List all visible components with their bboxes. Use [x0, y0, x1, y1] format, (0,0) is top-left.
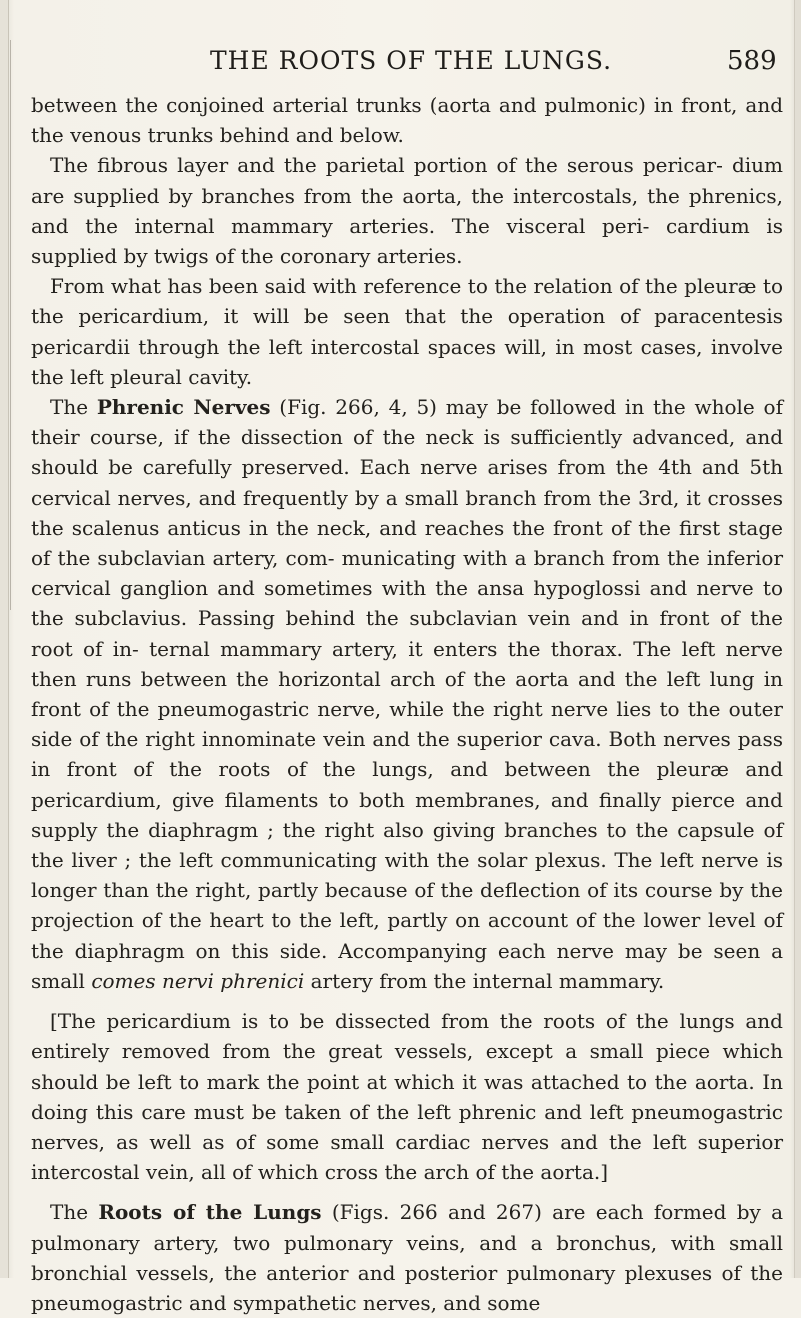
page-binding-edge	[0, 0, 9, 1278]
running-title: THE ROOTS OF THE LUNGS.	[210, 46, 613, 75]
paragraph-dissection-instruction: [The pericardium is to be dissected from the roots of the lungs and entirely removed from the great vessels, except a small piece which should be left to mark the point at which it was attached to the aorta. In doing this care must be taken of the left phrenic and left pneumogastric nerves, as well as of some small cardiac nerves and the left superior intercostal vein, all of which cross the arch of the aorta.]	[31, 1009, 783, 1185]
phrenic-lead: The	[50, 395, 97, 420]
paragraph-phrenic-nerves	[31, 392, 783, 996]
page-number: 589	[727, 46, 777, 76]
phrenic-nerves-heading: Phrenic Nerves	[96, 395, 271, 420]
paragraph-continuation: between the conjoined arterial trunks (aorta and pulmonic) in front, and the venous trunks behind and below.	[31, 93, 783, 148]
body-text	[31, 90, 783, 1318]
comes-nervi-phrenici-term: comes nervi phrenici	[91, 968, 305, 993]
paragraph-pericardium-blood-supply: The fibrous layer and the parietal portion of the serous pericar- dium are supplied by branches from the aorta, the intercostals, the phrenics, and the internal mammary arteries. The visceral peri- cardium is supplied by twigs of the coronary arteries.	[31, 153, 783, 269]
roots-lead: The	[50, 1200, 99, 1225]
phrenic-text: (Fig. 266, 4, 5) may be followed in the whole of their course, if the dissection of the neck is sufficiently advanced, and should be carefully preserved. Each nerve arises from the 4th and 5th cervical nerves, and frequently by a small branch from the 3rd, it crosses the scalenus anticus in the neck, and reaches the front of the first stage of the subclavian artery, com- municating with a branch from the inferior cervical ganglion and sometimes with the ansa hypoglossi and nerve to the subclavius. Passing behind the subclavian vein and in front of the root of in- ternal mammary artery, it enters the thorax. The left nerve then runs between the horizontal arch of the aorta and the left lung in front of the pneumogastric nerve, while the right nerve lies to the outer side of the right innominate vein and the superior cava. Both nerves pass in front of the roots of the lungs, and between the pleuræ and pericardium, give filaments to both membranes, and finally pierce and supply the diaphragm ; the right also giving branches to the capsule of the liver ; the left communicating with the solar plexus. The left nerve is longer than the right, partly because of the deflection of its course by the projection of the heart to the left, partly on account of the lower level of the diaphragm on this side. Accompanying each nerve may be seen a small	[31, 395, 783, 993]
roots-text: (Figs. 266 and 267) are each formed by a pulmonary artery, two pulmonary veins, and a bronchus, with small bronchial vessels, the anterior and posterior pulmonary plexuses of the pneumogastric and sympathetic nerves, and some	[31, 1200, 783, 1315]
page-fore-edge	[794, 0, 801, 1278]
running-head	[0, 46, 801, 80]
paragraph-paracentesis: From what has been said with reference to the relation of the pleuræ to the pericardium, it will be seen that the operation of paracentesis pericardii through the left intercostal spaces will, in most cases, involve the left pleural cavity.	[31, 274, 783, 389]
phrenic-tail: artery from the internal mammary.	[304, 968, 665, 993]
gutter-shadow	[10, 40, 11, 610]
roots-of-lungs-heading: Roots of the Lungs	[98, 1200, 322, 1225]
paragraph-roots-of-lungs	[31, 1197, 783, 1318]
